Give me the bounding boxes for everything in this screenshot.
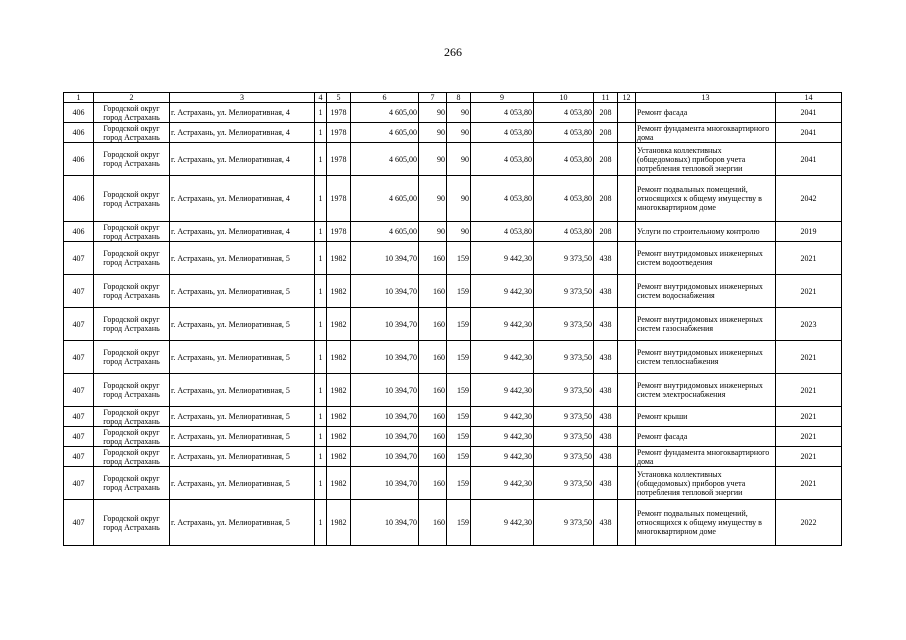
cell-col9: 9 442,30 [471,427,534,447]
cell-plan-year: 2041 [776,143,842,176]
table-row [64,275,842,308]
cell-col12 [618,500,636,546]
cell-address: г. Астрахань, ул. Мелиоративная, 4 [170,176,315,222]
cell-col10: 9 373,50 [534,308,594,341]
cell-area: 10 394,70 [351,275,419,308]
cell-municipality: Городской округ город Астрахань [94,341,170,374]
cell-number: 407 [64,427,94,447]
cell-municipality: Городской округ город Астрахань [94,407,170,427]
table-row [64,500,842,546]
cell-col8: 159 [447,275,471,308]
cell-col4: 1 [315,500,327,546]
cell-number: 406 [64,103,94,123]
cell-col11: 438 [594,500,618,546]
cell-col10: 9 373,50 [534,275,594,308]
cell-col9: 4 053,80 [471,176,534,222]
cell-work-type: Ремонт внутридомовых инженерных систем водоснабжения [636,275,776,308]
table-row [64,341,842,374]
column-header: 1 [64,93,94,103]
cell-col9: 9 442,30 [471,407,534,427]
table-row [64,103,842,123]
cell-municipality: Городской округ город Астрахань [94,103,170,123]
cell-plan-year: 2042 [776,176,842,222]
column-header: 10 [534,93,594,103]
cell-col12 [618,176,636,222]
cell-col7: 160 [419,427,447,447]
cell-col4: 1 [315,308,327,341]
table-row [64,467,842,500]
cell-number: 407 [64,467,94,500]
cell-col8: 159 [447,427,471,447]
table-row [64,123,842,143]
cell-col11: 208 [594,103,618,123]
repair-schedule-table [63,92,842,546]
cell-plan-year: 2021 [776,407,842,427]
cell-col9: 9 442,30 [471,308,534,341]
cell-plan-year: 2023 [776,308,842,341]
cell-col4: 1 [315,222,327,242]
cell-area: 4 605,00 [351,103,419,123]
cell-number: 407 [64,500,94,546]
column-header: 11 [594,93,618,103]
cell-work-type: Ремонт внутридомовых инженерных систем газоснабжения [636,308,776,341]
cell-col10: 9 373,50 [534,447,594,467]
cell-col9: 4 053,80 [471,103,534,123]
cell-municipality: Городской округ город Астрахань [94,427,170,447]
cell-col9: 9 442,30 [471,275,534,308]
cell-area: 10 394,70 [351,341,419,374]
cell-col8: 159 [447,374,471,407]
cell-col11: 208 [594,143,618,176]
cell-col7: 160 [419,407,447,427]
cell-col8: 90 [447,123,471,143]
cell-col11: 438 [594,407,618,427]
cell-work-type: Ремонт фасада [636,103,776,123]
cell-col4: 1 [315,123,327,143]
cell-col4: 1 [315,467,327,500]
cell-col7: 90 [419,143,447,176]
cell-work-type: Установка коллективных (общедомовых) приборов учета потребления тепловой энергии [636,467,776,500]
cell-address: г. Астрахань, ул. Мелиоративная, 4 [170,123,315,143]
cell-col4: 1 [315,407,327,427]
cell-col4: 1 [315,427,327,447]
cell-address: г. Астрахань, ул. Мелиоративная, 5 [170,374,315,407]
cell-work-type: Ремонт подвальных помещений, относящихся к общему имуществу в многоквартирном доме [636,176,776,222]
cell-col12 [618,467,636,500]
cell-plan-year: 2021 [776,242,842,275]
cell-work-type: Услуги по строительному контролю [636,222,776,242]
cell-col8: 90 [447,103,471,123]
cell-col12 [618,103,636,123]
cell-work-type: Ремонт крыши [636,407,776,427]
cell-area: 10 394,70 [351,447,419,467]
cell-municipality: Городской округ город Астрахань [94,143,170,176]
cell-col8: 159 [447,467,471,500]
cell-col12 [618,374,636,407]
cell-col7: 160 [419,374,447,407]
cell-col12 [618,275,636,308]
cell-col8: 90 [447,176,471,222]
cell-plan-year: 2022 [776,500,842,546]
cell-number: 406 [64,222,94,242]
cell-year: 1978 [327,103,351,123]
column-header: 9 [471,93,534,103]
column-header: 6 [351,93,419,103]
cell-municipality: Городской округ город Астрахань [94,242,170,275]
cell-col8: 159 [447,407,471,427]
cell-plan-year: 2021 [776,341,842,374]
cell-number: 407 [64,407,94,427]
cell-address: г. Астрахань, ул. Мелиоративная, 4 [170,103,315,123]
cell-number: 407 [64,447,94,467]
cell-col10: 9 373,50 [534,374,594,407]
cell-col4: 1 [315,103,327,123]
cell-plan-year: 2021 [776,447,842,467]
cell-address: г. Астрахань, ул. Мелиоративная, 5 [170,407,315,427]
cell-col4: 1 [315,275,327,308]
cell-col7: 90 [419,176,447,222]
cell-plan-year: 2021 [776,427,842,447]
cell-number: 407 [64,341,94,374]
table-row [64,242,842,275]
cell-col10: 9 373,50 [534,500,594,546]
cell-col4: 1 [315,242,327,275]
cell-municipality: Городской округ город Астрахань [94,447,170,467]
cell-area: 4 605,00 [351,143,419,176]
cell-work-type: Ремонт подвальных помещений, относящихся к общему имуществу в многоквартирном доме [636,500,776,546]
cell-area: 4 605,00 [351,176,419,222]
cell-municipality: Городской округ город Астрахань [94,275,170,308]
cell-col4: 1 [315,447,327,467]
cell-plan-year: 2021 [776,374,842,407]
cell-work-type: Ремонт фундамента многоквартирного дома [636,447,776,467]
cell-year: 1982 [327,374,351,407]
cell-col7: 160 [419,242,447,275]
cell-year: 1982 [327,467,351,500]
cell-year: 1982 [327,341,351,374]
cell-col9: 9 442,30 [471,447,534,467]
cell-address: г. Астрахань, ул. Мелиоративная, 4 [170,222,315,242]
cell-col11: 438 [594,374,618,407]
cell-year: 1982 [327,242,351,275]
table-row [64,222,842,242]
cell-col8: 159 [447,341,471,374]
column-header: 4 [315,93,327,103]
cell-col9: 4 053,80 [471,123,534,143]
cell-col7: 90 [419,123,447,143]
cell-col8: 159 [447,500,471,546]
cell-col11: 438 [594,242,618,275]
cell-col9: 4 053,80 [471,143,534,176]
cell-col8: 159 [447,447,471,467]
cell-area: 10 394,70 [351,407,419,427]
cell-col12 [618,222,636,242]
cell-col10: 9 373,50 [534,341,594,374]
cell-year: 1982 [327,407,351,427]
cell-col4: 1 [315,341,327,374]
cell-col10: 4 053,80 [534,103,594,123]
cell-number: 407 [64,242,94,275]
cell-work-type: Установка коллективных (общедомовых) приборов учета потребления тепловой энергии [636,143,776,176]
cell-municipality: Городской округ город Астрахань [94,374,170,407]
cell-col4: 1 [315,176,327,222]
cell-work-type: Ремонт фундамента многоквартирного дома [636,123,776,143]
cell-col11: 438 [594,308,618,341]
cell-col9: 9 442,30 [471,374,534,407]
table-row [64,427,842,447]
cell-area: 10 394,70 [351,500,419,546]
cell-address: г. Астрахань, ул. Мелиоративная, 5 [170,341,315,374]
cell-address: г. Астрахань, ул. Мелиоративная, 5 [170,308,315,341]
cell-area: 10 394,70 [351,308,419,341]
cell-col12 [618,407,636,427]
cell-col7: 90 [419,222,447,242]
cell-col10: 4 053,80 [534,123,594,143]
cell-col12 [618,341,636,374]
cell-area: 10 394,70 [351,427,419,447]
cell-address: г. Астрахань, ул. Мелиоративная, 5 [170,275,315,308]
column-number-row [64,93,842,103]
cell-col11: 438 [594,341,618,374]
cell-year: 1982 [327,275,351,308]
cell-plan-year: 2041 [776,103,842,123]
cell-area: 10 394,70 [351,467,419,500]
cell-area: 10 394,70 [351,374,419,407]
column-header: 14 [776,93,842,103]
cell-col10: 9 373,50 [534,467,594,500]
cell-col7: 160 [419,308,447,341]
cell-col9: 4 053,80 [471,222,534,242]
table-row [64,308,842,341]
cell-plan-year: 2041 [776,123,842,143]
cell-number: 407 [64,308,94,341]
cell-col4: 1 [315,374,327,407]
cell-number: 406 [64,176,94,222]
cell-address: г. Астрахань, ул. Мелиоративная, 5 [170,242,315,275]
column-header: 7 [419,93,447,103]
cell-work-type: Ремонт внутридомовых инженерных систем электроснабжения [636,374,776,407]
cell-col10: 4 053,80 [534,143,594,176]
cell-col7: 160 [419,447,447,467]
cell-municipality: Городской округ город Астрахань [94,176,170,222]
cell-address: г. Астрахань, ул. Мелиоративная, 5 [170,427,315,447]
cell-year: 1982 [327,427,351,447]
column-header: 8 [447,93,471,103]
column-header: 5 [327,93,351,103]
cell-year: 1982 [327,308,351,341]
cell-col7: 160 [419,275,447,308]
cell-number: 407 [64,275,94,308]
cell-work-type: Ремонт внутридомовых инженерных систем теплоснабжения [636,341,776,374]
cell-col7: 160 [419,341,447,374]
cell-year: 1978 [327,176,351,222]
cell-col11: 438 [594,427,618,447]
cell-col7: 160 [419,500,447,546]
cell-col10: 4 053,80 [534,222,594,242]
cell-area: 4 605,00 [351,123,419,143]
column-header: 12 [618,93,636,103]
table-row [64,143,842,176]
cell-year: 1982 [327,447,351,467]
cell-address: г. Астрахань, ул. Мелиоративная, 4 [170,143,315,176]
cell-year: 1978 [327,222,351,242]
cell-col9: 9 442,30 [471,341,534,374]
cell-number: 406 [64,123,94,143]
cell-municipality: Городской округ город Астрахань [94,308,170,341]
cell-address: г. Астрахань, ул. Мелиоративная, 5 [170,447,315,467]
cell-col11: 438 [594,275,618,308]
cell-work-type: Ремонт фасада [636,427,776,447]
cell-col12 [618,427,636,447]
cell-area: 10 394,70 [351,242,419,275]
cell-col12 [618,308,636,341]
cell-number: 406 [64,143,94,176]
cell-col8: 159 [447,308,471,341]
table-row [64,407,842,427]
column-header: 13 [636,93,776,103]
cell-col10: 9 373,50 [534,407,594,427]
cell-col11: 208 [594,176,618,222]
cell-col11: 438 [594,467,618,500]
table-row [64,374,842,407]
cell-col8: 159 [447,242,471,275]
cell-area: 4 605,00 [351,222,419,242]
cell-col11: 208 [594,123,618,143]
cell-address: г. Астрахань, ул. Мелиоративная, 5 [170,500,315,546]
cell-col10: 9 373,50 [534,427,594,447]
table-row [64,447,842,467]
cell-col11: 208 [594,222,618,242]
cell-plan-year: 2019 [776,222,842,242]
cell-col8: 90 [447,143,471,176]
cell-col10: 9 373,50 [534,242,594,275]
cell-address: г. Астрахань, ул. Мелиоративная, 5 [170,467,315,500]
cell-col9: 9 442,30 [471,242,534,275]
cell-year: 1982 [327,500,351,546]
cell-year: 1978 [327,143,351,176]
cell-col10: 4 053,80 [534,176,594,222]
cell-col12 [618,242,636,275]
cell-col8: 90 [447,222,471,242]
cell-municipality: Городской округ город Астрахань [94,123,170,143]
cell-municipality: Городской округ город Астрахань [94,500,170,546]
page-number: 266 [444,45,462,59]
column-header: 2 [94,93,170,103]
cell-plan-year: 2021 [776,467,842,500]
cell-col9: 9 442,30 [471,467,534,500]
cell-municipality: Городской округ город Астрахань [94,222,170,242]
cell-work-type: Ремонт внутридомовых инженерных систем водоотведения [636,242,776,275]
cell-col7: 90 [419,103,447,123]
cell-col9: 9 442,30 [471,500,534,546]
cell-municipality: Городской округ город Астрахань [94,467,170,500]
column-header: 3 [170,93,315,103]
cell-col12 [618,123,636,143]
table-row [64,176,842,222]
cell-col12 [618,143,636,176]
cell-col4: 1 [315,143,327,176]
cell-col7: 160 [419,467,447,500]
cell-plan-year: 2021 [776,275,842,308]
cell-year: 1978 [327,123,351,143]
cell-number: 407 [64,374,94,407]
cell-col11: 438 [594,447,618,467]
cell-col12 [618,447,636,467]
